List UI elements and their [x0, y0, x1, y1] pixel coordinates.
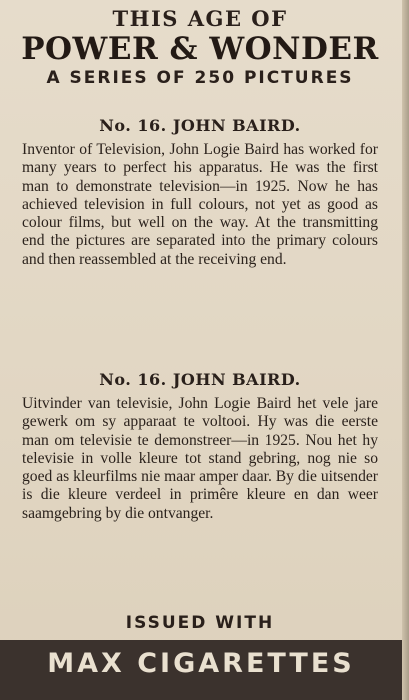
series-title-main: POWER & WONDER	[21, 31, 379, 67]
issued-with-label: ISSUED WITH	[125, 613, 275, 633]
english-description: Inventor of Television, John Logie Baird has worked for many years to perfect his apparatus. He was the first man to demonstrate television—in 1925. Now he has achieved television in full colours, not yet as good as colour films, but well on the way. At the transmitting end the pictures are separated into the primary colours and then reassembled at the receiving end.	[22, 141, 378, 268]
card-edge	[402, 0, 409, 700]
english-card-title: No. 16. JOHN BAIRD.	[99, 116, 301, 135]
afrikaans-description: Uitvinder van televisie, John Logie Baird het vele jare gewerk om sy apparaat te voltooi. Hy was die eerste man om televisie te demonstreer—in 1925. Nou het hy televisie in volle kleure tot stand gebring, nog nie so goed as kleurfilms nie maar amper daar. By die uitsender is die kleure verdeel in primêre kleure en dan weer saamgebring by die ontvanger.	[22, 395, 378, 522]
series-title-line1: THIS AGE OF	[112, 6, 288, 31]
afrikaans-card-title: No. 16. JOHN BAIRD.	[99, 370, 301, 389]
card-header	[0, 6, 400, 90]
brand-name: MAX CIGARETTES	[47, 648, 355, 679]
series-subtitle: A SERIES OF 250 PICTURES	[46, 68, 354, 88]
